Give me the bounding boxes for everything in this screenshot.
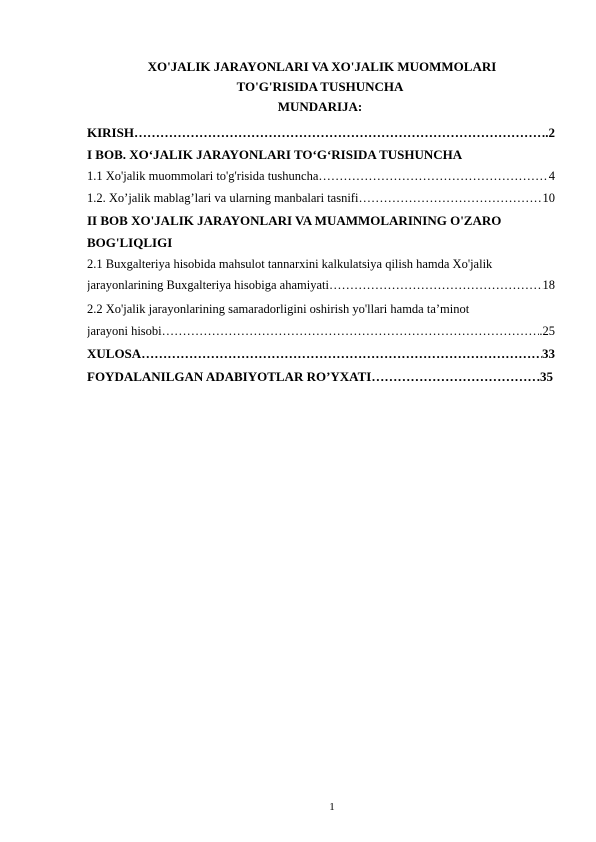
toc-entry-intro	[87, 125, 555, 145]
toc-dot-leader	[329, 278, 543, 293]
toc-page-number: 4	[548, 169, 555, 183]
toc-page-number: 33	[542, 346, 555, 361]
table-of-contents	[87, 125, 555, 389]
toc-dot-leader	[358, 191, 542, 206]
toc-entry-2-1-line1: 2.1 Buxgalteriya hisobida mahsulot tannarxini kalkulatsiya qilish hamda Xo'jalik	[87, 257, 493, 271]
toc-dot-leader	[134, 125, 545, 141]
toc-entry-label: jarayonlarining Buxgalteriya hisobiga ahamiyati	[87, 278, 329, 292]
toc-entry-label: KIRISH	[87, 125, 134, 140]
document-title-line2: TO'G'RISIDA TUSHUNCHA	[236, 79, 404, 94]
toc-entry-label: jarayoni hisobi	[87, 324, 162, 338]
toc-entry-2-1-line2	[87, 278, 555, 298]
toc-page-number: .35	[536, 369, 553, 384]
toc-entry-references	[87, 369, 553, 389]
toc-dot-leader	[371, 369, 536, 385]
toc-entry-label: XULOSA	[87, 346, 142, 361]
toc-chapter-2-line2: BOG'LIQLIGI	[87, 235, 173, 250]
toc-page-number: 18	[542, 278, 555, 292]
document-title-line1: XO'JALIK JARAYONLARI VA XO'JALIK MUOMMOLARI	[147, 59, 497, 74]
toc-entry-1-2	[87, 191, 555, 211]
toc-dot-leader	[162, 324, 540, 339]
toc-page-number: .2	[545, 125, 555, 140]
contents-heading: MUNDARIJA:	[277, 99, 363, 114]
toc-dot-leader	[141, 346, 542, 362]
page-number: 1	[329, 801, 335, 813]
toc-chapter-2-line1: II BOB XO'JALIK JARAYONLARI VA MUAMMOLARINING O'ZARO	[87, 213, 502, 228]
toc-dot-leader	[318, 169, 548, 184]
toc-entry-2-2-line2	[87, 324, 555, 344]
toc-entry-2-2-line1: 2.2 Xo'jalik jarayonlarining samaradorligini oshirish yo'llari hamda ta’minot	[87, 302, 470, 316]
toc-entry-conclusion	[87, 346, 555, 366]
toc-page-number: .25	[539, 324, 555, 338]
toc-entry-label: 1.1 Xo'jalik muommolari to'g'risida tushuncha	[87, 169, 319, 183]
toc-entry-1-1	[87, 169, 555, 188]
toc-chapter-1: I BOB. XO‘JALIK JARAYONLARI TO‘G‘RISIDA TUSHUNCHA	[87, 147, 463, 162]
toc-entry-label: FOYDALANILGAN ADABIYOTLAR RO’YXATI	[87, 369, 372, 384]
toc-entry-label: 1.2. Xo’jalik mablag’lari va ularning manbalari tasnifi	[87, 191, 359, 205]
toc-page-number: 10	[542, 191, 555, 205]
